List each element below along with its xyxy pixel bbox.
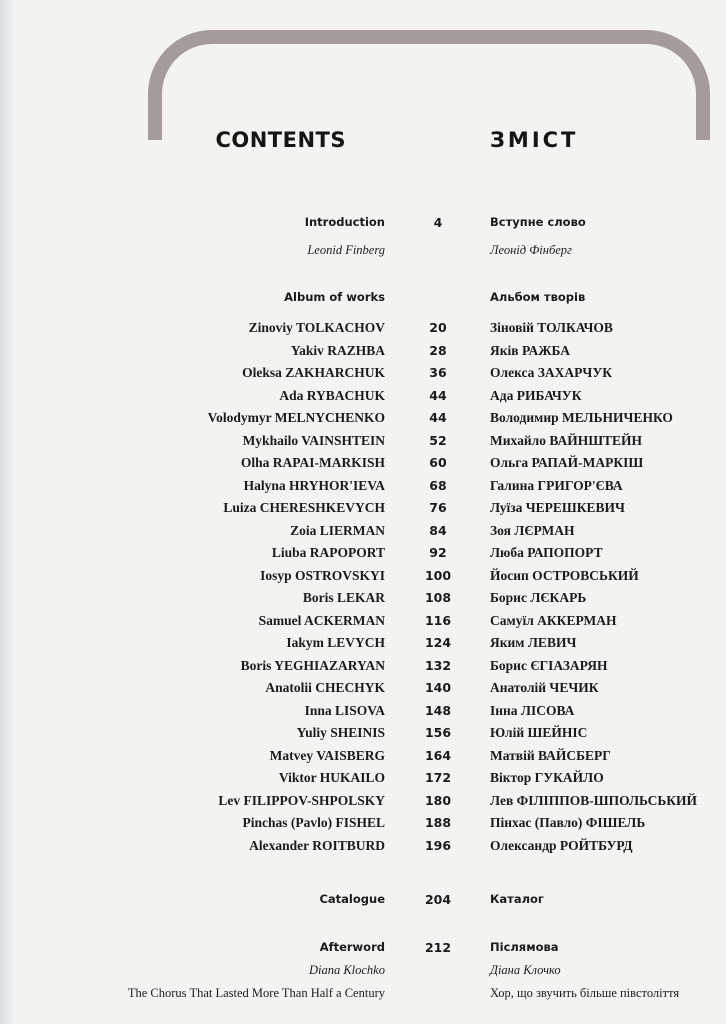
page-number: 20 [429,320,447,335]
contents-heading-uk: ЗМІСТ [490,128,579,152]
artist-name-en: Viktor HUKAILO [278,770,385,785]
artist-name-en: Boris YEGHIAZARYAN [240,657,385,673]
page-number: 92 [429,545,447,560]
toc-entry-artist[interactable] [0,455,726,475]
artist-name-en: Liuba RAPOPORT [271,545,385,560]
artist-name-en: Matvey VAISBERG [269,747,385,763]
artist-name-uk: Анатолій ЧЕЧИК [490,680,599,695]
artist-name-uk: Ольга РАПАЙ-МАРКІШ [490,455,644,470]
contents-heading: CONTENTS [215,128,346,152]
page-number: 36 [429,365,447,380]
page-number: 148 [424,702,452,718]
artist-name-en: Boris LEKAR [302,590,385,605]
artist-name-en: Yuliy SHEINIS [296,725,385,740]
toc-entry-artist[interactable] [0,365,726,385]
artist-name-en: Luiza CHERESHKEVYCH [223,500,385,515]
page-number: 164 [424,747,452,763]
artist-name-uk: Яків РАЖБА [490,342,571,358]
artist-name-uk: Михайло ВАЙНШТЕЙН [490,432,643,448]
artist-name-en: Lev FILIPPOV-SHPOLSKY [218,792,385,808]
artist-name-en: Mykhailo VAINSHTEIN [242,432,385,448]
artist-name-uk: Галина ГРИГОР'ЄВА [490,477,623,493]
toc-entry-artist[interactable] [0,725,726,745]
artist-name-uk: Луїза ЧЕРЕШКЕВИЧ [490,500,625,515]
artist-name-en: Halyna HRYHOR'IEVA [243,477,385,493]
artist-name-uk: Яким ЛЕВИЧ [490,635,577,650]
toc-entry-artist[interactable] [0,658,726,678]
toc-entry-artist[interactable] [0,433,726,453]
page-number: 60 [429,455,447,470]
artist-name-uk: Олександр РОЙТБУРД [490,837,633,853]
toc-entry-artist[interactable] [0,748,726,768]
artist-name-uk: Інна ЛІСОВА [490,702,575,718]
artist-name-uk: Ада РИБАЧУК [490,387,582,403]
toc-entry-afterword-title [0,986,726,1006]
artist-name-en: Samuel ACKERMAN [258,612,385,628]
toc-entry-artist[interactable] [0,635,726,655]
artist-name-en: Oleksa ZAKHARCHUK [242,365,385,380]
artist-name-en: Ada RYBACHUK [279,387,385,403]
toc-entry-artist[interactable] [0,590,726,610]
artist-name-uk: Борис ЛЄКАРЬ [490,590,587,605]
page-number: 132 [424,657,452,673]
artist-name-en: Olha RAPAI-MARKISH [240,455,385,470]
artist-name-uk: Матвій ВАЙСБЕРГ [490,747,611,763]
author-en: Diana Klochko [308,963,385,977]
artist-name-en: Yakiv RAZHBA [290,342,385,358]
section-title-en: Album of works [284,290,385,304]
toc-entry-artist[interactable] [0,703,726,723]
toc-entry-artist[interactable] [0,410,726,430]
toc-entry-artist[interactable] [0,568,726,588]
entry-title-uk: Післямова [490,940,559,954]
artist-name-uk: Володимир МЕЛЬНИЧЕНКО [490,410,673,425]
artist-name-uk: Віктор ГУКАЙЛО [490,770,604,785]
page-number: 196 [424,837,452,853]
essay-title-en: The Chorus That Lasted More Than Half a Century [127,986,385,1000]
page-number: 180 [424,792,452,808]
artist-name-en: Alexander ROITBURD [249,837,385,853]
artist-name-uk: Пінхас (Павло) ФІШЕЛЬ [490,815,646,830]
artist-name-uk: Зіновій ТОЛКАЧОВ [490,320,613,335]
toc-entry-artist[interactable] [0,793,726,813]
entry-title-uk: Вступне слово [490,215,586,229]
page-number: 172 [424,770,452,785]
page-number: 188 [424,815,452,830]
page-number: 124 [424,635,452,650]
toc-entry-artist[interactable] [0,545,726,565]
artist-name-uk: Самуїл АККЕРМАН [490,612,617,628]
toc-entry-artist[interactable] [0,500,726,520]
essay-title-uk: Хор, що звучить більше півстоліття [490,986,680,1000]
toc-entry-artist[interactable] [0,343,726,363]
page-number: 44 [429,410,447,425]
decorative-arch [148,30,710,140]
artist-name-en: Zoia LIERMAN [290,522,385,538]
toc-entry-artist[interactable] [0,523,726,543]
artist-name-en: Iosyp OSTROVSKYI [260,567,385,583]
artist-name-uk: Олекса ЗАХАРЧУК [490,365,613,380]
page-number: 84 [429,522,447,538]
toc-entry-artist[interactable] [0,770,726,790]
artist-name-uk: Люба РАПОПОРТ [490,545,603,560]
artist-name-uk: Юлій ШЕЙНІС [490,725,588,740]
toc-entry-artist[interactable] [0,320,726,340]
page-number: 68 [429,477,447,493]
toc-entry-artist[interactable] [0,613,726,633]
page-number: 28 [429,342,447,358]
author-uk: Діана Клочко [490,963,561,977]
toc-entry-afterword[interactable] [0,940,726,960]
entry-title-en: Catalogue [319,892,385,906]
toc-entry-artist[interactable] [0,478,726,498]
page-number: 108 [424,590,452,605]
artist-name-en: Iakym LEVYCH [286,635,385,650]
page-number: 100 [424,567,452,583]
artist-name-uk: Йосип ОСТРОВСЬКИЙ [490,567,639,583]
toc-entry-afterword-author [0,963,726,983]
section-title-uk: Альбом творів [490,290,586,304]
author-en: Leonid Finberg [307,243,385,257]
page-number: 140 [424,680,452,695]
artist-name-en: Inna LISOVA [304,702,385,718]
artist-name-en: Volodymyr MELNYCHENKO [207,410,385,425]
toc-section-album [0,290,726,310]
artist-name-uk: Борис ЄГІАЗАРЯН [490,657,608,673]
artist-name-uk: Зоя ЛЄРМАН [490,522,575,538]
toc-entry-catalogue[interactable] [0,892,726,912]
entry-title-en: Afterword [319,940,385,954]
page-number: 4 [433,215,443,230]
artist-name-en: Anatolii CHECHYK [265,680,385,695]
artist-name-en: Zinoviy TOLKACHOV [248,320,385,335]
author-uk: Леонід Фінберг [490,243,572,257]
artist-name-en: Pinchas (Pavlo) FISHEL [242,815,385,830]
page-number: 116 [424,612,452,628]
page-number: 44 [429,387,447,403]
entry-title-en: Introduction [304,215,385,229]
entry-title-uk: Каталог [490,892,544,906]
toc-entry-artist[interactable] [0,838,726,858]
toc-entry-introduction[interactable] [0,215,726,235]
toc-entry-introduction-author [0,243,726,263]
page-number: 76 [429,500,447,515]
toc-entry-artist[interactable] [0,388,726,408]
artist-name-uk: Лев ФІЛІППОВ-ШПОЛЬСЬКИЙ [490,792,698,808]
page-number: 204 [424,892,452,907]
toc-entry-artist[interactable] [0,815,726,835]
page-number: 156 [424,725,452,740]
page-number: 52 [429,432,447,448]
page-number: 212 [424,940,452,955]
toc-entry-artist[interactable] [0,680,726,700]
